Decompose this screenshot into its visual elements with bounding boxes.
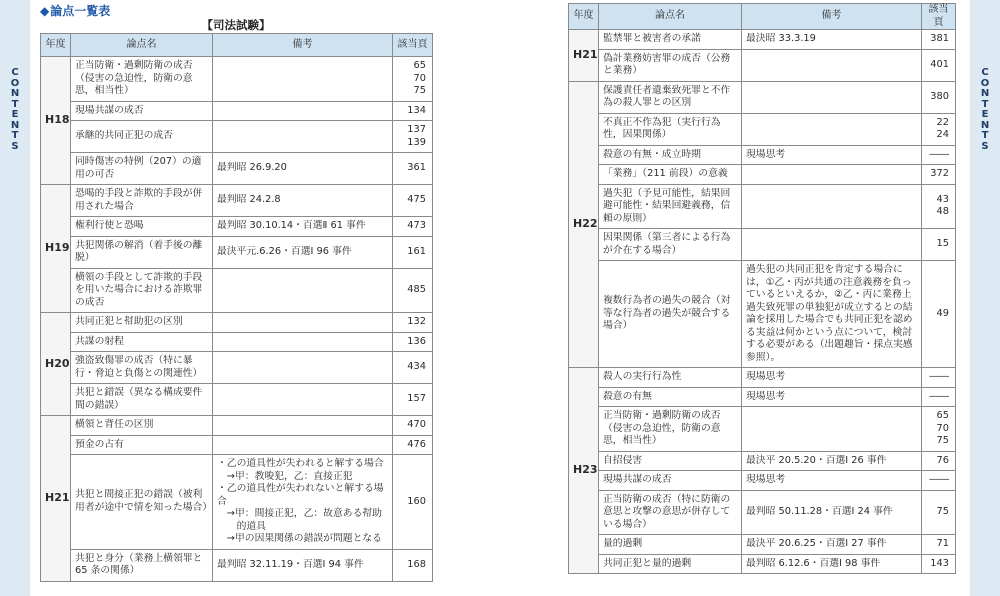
table-row [41, 268, 433, 313]
topic-cell: 偽計業務妨害罪の成否（公務と業務） [599, 49, 742, 81]
page-number: 168 [407, 558, 426, 570]
table-row [41, 352, 433, 384]
page-number: 49 [936, 307, 949, 319]
page-cell [922, 81, 956, 113]
note-cell: 現場思考 [742, 471, 922, 491]
page-number: 48 [936, 206, 949, 218]
page-number: 475 [407, 194, 426, 206]
page-number: ―― [929, 474, 949, 485]
page-number: ―― [929, 390, 949, 402]
note-cell: 最決平元.6.26・百選Ⅰ 96 事件 [213, 236, 393, 268]
side-tab-letter: E [981, 109, 989, 120]
topic-cell: 預金の占有 [71, 435, 213, 455]
page-number: 485 [407, 284, 426, 295]
table-row [41, 455, 433, 550]
side-tab-letter: T [981, 130, 989, 141]
note-cell [213, 352, 393, 384]
page-cell [922, 49, 956, 81]
note-line: 的道具 [217, 520, 266, 532]
topic-cell: 現場共謀の成否 [599, 471, 742, 491]
table-row [569, 407, 956, 452]
page-number: 76 [936, 454, 949, 466]
table-header-row [569, 4, 956, 30]
page-number: 381 [930, 33, 949, 44]
topic-cell: 正当防衛・過剰防衛の成否（侵害の急迫性，防衛の意思，相当性） [71, 57, 213, 102]
note-line: →甲：教唆犯，乙：直接正犯 [217, 470, 353, 482]
contents-side-label-right [970, 68, 1000, 152]
page-cell [393, 217, 433, 237]
topic-cell: 正当防衛の成否（特に防衛の意思と攻撃の意思が併存している場合） [599, 490, 742, 535]
topic-cell: 保護責任者遺棄致死罪と不作為の殺人罪との区別 [599, 81, 742, 113]
header-page: 該当頁 [393, 34, 433, 57]
table-row [569, 49, 956, 81]
page-number: 65 [413, 60, 426, 71]
page-cell [393, 332, 433, 352]
page-cell [393, 416, 433, 436]
header-year: 年度 [41, 34, 71, 57]
page-heading-text: 論点一覧表 [50, 4, 111, 18]
table-row [41, 236, 433, 268]
page-number: 22 [936, 116, 949, 128]
page-cell [922, 535, 956, 555]
header-year: 年度 [569, 4, 599, 30]
table-header-row [41, 34, 433, 57]
page-number: ―― [929, 148, 949, 160]
note-cell [213, 455, 393, 550]
topic-cell: 共同正犯と量的過剰 [599, 554, 742, 574]
note-cell [213, 57, 393, 102]
table-row [569, 535, 956, 555]
page-cell [922, 145, 956, 165]
page-number: 75 [936, 506, 949, 517]
note-cell: 最判昭 30.10.14・百選Ⅱ 61 事件 [213, 217, 393, 237]
table-body-right [569, 30, 956, 574]
page-number: 70 [936, 422, 949, 434]
note-cell: 最決平 20.6.25・百選Ⅰ 27 事件 [742, 535, 922, 555]
page-number: 75 [936, 435, 949, 446]
page-cell [922, 229, 956, 261]
note-cell [742, 81, 922, 113]
topic-cell: 権利行使と恐喝 [71, 217, 213, 237]
header-topic: 論点名 [71, 34, 213, 57]
topic-cell: 殺人の実行行為性 [599, 368, 742, 388]
side-tab-letter: S [11, 140, 19, 152]
table-row [41, 332, 433, 352]
side-tab-letter: C [981, 67, 989, 78]
page-cell [922, 261, 956, 368]
page-number: 24 [936, 129, 949, 140]
topic-cell: 不真正不作為犯（実行行為性，因果関係） [599, 113, 742, 145]
page-cell [922, 407, 956, 452]
note-cell [213, 384, 393, 416]
topic-cell: 量的過剰 [599, 535, 742, 555]
note-line: →甲：間接正犯，乙：故意ある幇助 [217, 508, 382, 519]
page-number: 65 [936, 410, 949, 421]
note-cell: 最判昭 26.9.20 [213, 153, 393, 185]
page-cell [922, 165, 956, 185]
page-number: 401 [930, 58, 949, 70]
page-cell [393, 153, 433, 185]
side-tab-letter: C [11, 67, 19, 78]
page-number: 143 [930, 557, 949, 569]
note-cell [742, 49, 922, 81]
note-cell [742, 184, 922, 229]
table-row [41, 549, 433, 581]
table-row [41, 416, 433, 436]
page-cell [922, 184, 956, 229]
topic-cell: 恐喝的手段と詐欺的手段が併用された場合 [71, 185, 213, 217]
table-row [569, 113, 956, 145]
page-number: 71 [936, 538, 949, 549]
page-cell [922, 387, 956, 407]
page-cell [922, 490, 956, 535]
page-number: ―― [929, 371, 949, 382]
table-row [41, 217, 433, 237]
note-cell: 最判昭 32.11.19・百選Ⅰ 94 事件 [213, 549, 393, 581]
topic-cell: 共犯と身分（業務上横領罪と 65 条の関係） [71, 549, 213, 581]
page-cell [922, 30, 956, 50]
note-cell [742, 113, 922, 145]
table-row [41, 101, 433, 121]
page-cell [393, 185, 433, 217]
page-cell [393, 435, 433, 455]
page-cell [922, 113, 956, 145]
table-row [569, 229, 956, 261]
note-cell: 過失犯の共同正犯を肯定する場合には，①乙・丙が共通の注意義務を負っているといえるか，②乙・丙に業務上過失致死罪の単独犯が成立するとの結論を採用した場合でも共同正犯を認める実益は何かという点について，検討する必要がある（出題趣旨・採点実感参照）。 [742, 261, 922, 368]
topic-cell: 共犯と錯誤（異なる構成要件間の錯誤） [71, 384, 213, 416]
note-cell [742, 165, 922, 185]
header-note: 備考 [213, 34, 393, 57]
note-cell [213, 435, 393, 455]
table-row [41, 185, 433, 217]
contents-side-tab-right [970, 0, 1000, 596]
page-number: 15 [936, 238, 949, 250]
side-tab-letter: N [980, 88, 990, 99]
page-number: 137 [407, 124, 426, 135]
side-tab-letter: T [11, 98, 19, 110]
note-cell: 現場思考 [742, 387, 922, 407]
topic-cell: 監禁罪と被害者の承諾 [599, 30, 742, 50]
page-cell [393, 57, 433, 102]
note-cell: 最決昭 33.3.19 [742, 30, 922, 50]
side-tab-letter: T [11, 130, 19, 141]
page-cell [393, 455, 433, 550]
year-cell: H21 [569, 30, 599, 82]
page-cell [393, 121, 433, 153]
table-row [569, 261, 956, 368]
side-tab-letter: N [980, 119, 990, 131]
page-number: 136 [407, 335, 426, 347]
side-tab-letter: E [11, 109, 19, 120]
page-cell [922, 554, 956, 574]
page-number: 70 [413, 72, 426, 84]
table-row [41, 313, 433, 333]
topic-cell: 過失犯（予見可能性，結果回避可能性・結果回避義務，信頼の原則） [599, 184, 742, 229]
topic-cell: 共謀の射程 [71, 332, 213, 352]
topic-cell: 強盗致傷罪の成否（特に暴行・脅迫と負傷との関連性） [71, 352, 213, 384]
year-cell: H21 [41, 416, 71, 582]
note-line: ・乙の道具性が失われると解する場合 [217, 458, 384, 469]
page-cell [393, 384, 433, 416]
page-cell [922, 471, 956, 491]
note-cell: 最判昭 50.11.28・百選Ⅰ 24 事件 [742, 490, 922, 535]
page-cell [922, 451, 956, 471]
note-cell: 最判昭 24.2.8 [213, 185, 393, 217]
table-body-left [41, 57, 433, 582]
topics-table-left [40, 33, 433, 582]
contents-side-tab-left [0, 0, 30, 596]
page-cell [393, 236, 433, 268]
topic-cell: 横領と背任の区別 [71, 416, 213, 436]
table-row [41, 435, 433, 455]
page-number: 161 [407, 245, 426, 257]
page-number: 470 [407, 419, 426, 430]
diamond-bullet-icon: ◆ [40, 4, 50, 18]
page-number: 361 [407, 162, 426, 174]
page-number: 380 [930, 90, 949, 102]
topic-cell: 共犯関係の解消（着手後の離脱） [71, 236, 213, 268]
table-row [569, 145, 956, 165]
topic-cell: 殺意の有無 [599, 387, 742, 407]
table-row [569, 81, 956, 113]
page-number: 132 [407, 316, 426, 327]
topic-cell: 現場共謀の成否 [71, 101, 213, 121]
table-row [569, 451, 956, 471]
table-row [41, 121, 433, 153]
header-note: 備考 [742, 4, 922, 30]
page-number: 43 [936, 193, 949, 205]
note-cell [213, 313, 393, 333]
note-cell [213, 268, 393, 313]
note-cell [213, 332, 393, 352]
note-cell: 最決平 20.5.20・百選Ⅰ 26 事件 [742, 451, 922, 471]
page-cell [393, 352, 433, 384]
note-cell: 最判昭 6.12.6・百選Ⅰ 98 事件 [742, 554, 922, 574]
topic-cell: 共同正犯と幇助犯の区別 [71, 313, 213, 333]
side-tab-letter: T [981, 98, 989, 110]
note-cell: 現場思考 [742, 145, 922, 165]
page-number: 473 [407, 220, 426, 231]
page-number: 434 [407, 361, 426, 373]
note-line: →甲の因果関係の錯誤が問題となる [217, 533, 382, 544]
topic-cell: 「業務」（211 前段）の意義 [599, 165, 742, 185]
table-row [569, 554, 956, 574]
side-tab-letter: N [10, 88, 20, 99]
topic-cell: 殺意の有無・成立時期 [599, 145, 742, 165]
table-row [569, 368, 956, 388]
topic-cell: 複数行為者の過失の競合（対等な行為者の過失が競合する場合） [599, 261, 742, 368]
topic-cell: 因果関係（第三者による行為が介在する場合） [599, 229, 742, 261]
side-tab-letter: O [980, 77, 990, 89]
page-number: 476 [407, 438, 426, 450]
year-cell: H22 [569, 81, 599, 368]
table-row [569, 184, 956, 229]
page-number: 139 [407, 136, 426, 148]
note-cell [213, 101, 393, 121]
topic-cell: 自招侵害 [599, 451, 742, 471]
topics-table-right [568, 3, 956, 574]
table-row [41, 57, 433, 102]
header-topic: 論点名 [599, 4, 742, 30]
page-cell [922, 368, 956, 388]
year-cell: H23 [569, 368, 599, 574]
side-tab-letter: O [10, 77, 20, 89]
note-cell: 現場思考 [742, 368, 922, 388]
table-row [41, 384, 433, 416]
topic-cell: 承継的共同正犯の成否 [71, 121, 213, 153]
page-number: 372 [930, 168, 949, 179]
table-row [569, 387, 956, 407]
year-cell: H20 [41, 313, 71, 416]
note-line: ・乙の道具性が失われないと解する場合 [217, 483, 384, 507]
table-row [41, 153, 433, 185]
exam-subheading: 【司法試験】 [201, 18, 271, 32]
page-cell [393, 549, 433, 581]
table-row [569, 471, 956, 491]
page-cell [393, 268, 433, 313]
table-row [569, 490, 956, 535]
note-cell [742, 407, 922, 452]
topic-cell: 横領の手段として詐欺的手段を用いた場合における詐欺罪の成否 [71, 268, 213, 313]
page-number: 157 [407, 393, 426, 405]
topic-cell: 正当防衛・過剰防衛の成否（侵害の急迫性，防衛の意思，相当性） [599, 407, 742, 452]
page-number: 75 [413, 85, 426, 96]
header-page: 該当頁 [922, 4, 956, 30]
page-number: 134 [407, 104, 426, 116]
side-tab-letter: S [981, 140, 989, 152]
year-cell: H18 [41, 57, 71, 185]
note-cell [742, 229, 922, 261]
year-cell: H19 [41, 185, 71, 313]
page-number: 160 [407, 495, 426, 507]
contents-side-label-left [0, 68, 30, 152]
table-row [569, 30, 956, 50]
note-cell [213, 416, 393, 436]
table-row [569, 165, 956, 185]
side-tab-letter: N [10, 119, 20, 131]
page-cell [393, 313, 433, 333]
topic-cell: 同時傷害の特例（207）の適用の可否 [71, 153, 213, 185]
note-cell [213, 121, 393, 153]
topic-cell: 共犯と間接正犯の錯誤（被利用者が途中で情を知った場合） [71, 455, 213, 550]
page-cell [393, 101, 433, 121]
